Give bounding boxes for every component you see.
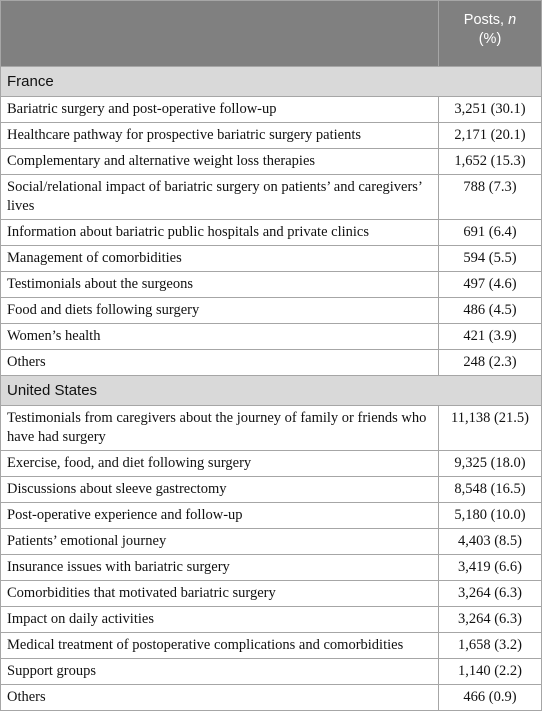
topic-cell: Insurance issues with bariatric surgery [1,555,439,581]
header-percent-label: (%) [478,31,502,47]
posts-value-cell: 788 (7.3) [439,175,542,220]
posts-value-cell: 594 (5.5) [439,246,542,272]
table-row [1,555,542,581]
table-row [1,477,542,503]
posts-value-cell: 9,325 (18.0) [439,451,542,477]
table-row [1,272,542,298]
posts-value-cell: 3,264 (6.3) [439,607,542,633]
topic-cell: Management of comorbidities [1,246,439,272]
posts-value-cell: 466 (0.9) [439,685,542,711]
table-row [1,97,542,123]
topic-cell: Impact on daily activities [1,607,439,633]
table-body [1,67,542,711]
table-row [1,350,542,376]
topic-cell: Social/relational impact of bariatric surgery on patients’ and caregivers’ lives [1,175,439,220]
table-row [1,149,542,175]
topic-cell: Food and diets following surgery [1,298,439,324]
table-row [1,123,542,149]
posts-value-cell: 691 (6.4) [439,220,542,246]
posts-value-cell: 8,548 (16.5) [439,477,542,503]
table-row [1,298,542,324]
topic-cell: Information about bariatric public hospitals and private clinics [1,220,439,246]
posts-value-cell: 4,403 (8.5) [439,529,542,555]
posts-value-cell: 1,140 (2.2) [439,659,542,685]
table-row [1,633,542,659]
topic-cell: Post-operative experience and follow-up [1,503,439,529]
table-row [1,246,542,272]
posts-value-cell: 11,138 (21.5) [439,406,542,451]
topic-cell: Testimonials about the surgeons [1,272,439,298]
posts-value-cell: 497 (4.6) [439,272,542,298]
header-n-label: n [508,12,517,28]
topic-cell: Bariatric surgery and post-operative follow-up [1,97,439,123]
posts-value-cell: 3,251 (30.1) [439,97,542,123]
posts-value-cell: 1,658 (3.2) [439,633,542,659]
table-header-row [1,1,542,67]
topic-cell: Exercise, food, and diet following surgery [1,451,439,477]
table-row [1,659,542,685]
table-row [1,324,542,350]
table-row [1,503,542,529]
topic-cell: Medical treatment of postoperative complications and comorbidities [1,633,439,659]
posts-value-cell: 3,419 (6.6) [439,555,542,581]
topic-cell: Comorbidities that motivated bariatric surgery [1,581,439,607]
header-topic-cell [1,1,439,67]
section-row [1,376,542,406]
table-row [1,175,542,220]
topic-cell: Testimonials from caregivers about the journey of family or friends who have had surgery [1,406,439,451]
header-posts-cell [439,1,542,67]
posts-value-cell: 486 (4.5) [439,298,542,324]
posts-value-cell: 5,180 (10.0) [439,503,542,529]
section-row [1,67,542,97]
topic-cell: Patients’ emotional journey [1,529,439,555]
table-row [1,406,542,451]
topic-cell: Complementary and alternative weight loss therapies [1,149,439,175]
topic-cell: Discussions about sleeve gastrectomy [1,477,439,503]
table-row [1,685,542,711]
topic-cell: Healthcare pathway for prospective bariatric surgery patients [1,123,439,149]
topic-cell: Others [1,685,439,711]
table-row [1,220,542,246]
section-heading: United States [1,376,542,406]
posts-value-cell: 1,652 (15.3) [439,149,542,175]
posts-value-cell: 248 (2.3) [439,350,542,376]
table-row [1,529,542,555]
table-row [1,607,542,633]
topic-cell: Others [1,350,439,376]
topic-cell: Support groups [1,659,439,685]
header-posts-label: Posts, [463,12,509,28]
posts-value-cell: 421 (3.9) [439,324,542,350]
posts-value-cell: 3,264 (6.3) [439,581,542,607]
topic-cell: Women’s health [1,324,439,350]
table-row [1,451,542,477]
section-heading: France [1,67,542,97]
posts-value-cell: 2,171 (20.1) [439,123,542,149]
table-row [1,581,542,607]
